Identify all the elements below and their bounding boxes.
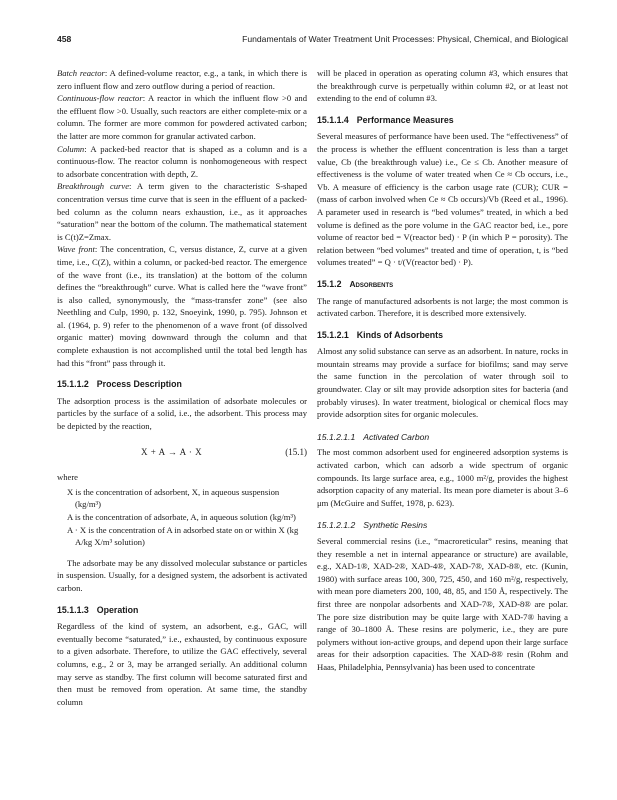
section-title: Operation xyxy=(96,604,139,615)
definition-term: Breakthrough curve xyxy=(57,181,130,192)
definition-term: Column xyxy=(57,143,85,154)
operation-paragraph: Regardless of the kind of system, an adsorbent, e.g., GAC, will eventually become “saturated,” i.e., exhausted, by continuous exposure to a given adsorbate. Therefore, to utilize the GAC effectively, several columns, e.g., 2 or 3, may be arranged serially. An additional column may serve as standby. The first column will become saturated first and then must be removed from operation. At same time, the standby column xyxy=(57,621,307,707)
variable-definition: X is the concentration of adsorbent, X, in aqueous suspension (kg/m³) xyxy=(67,486,280,510)
section-number: 15.1.2.1 xyxy=(317,329,349,340)
section-heading-process-description xyxy=(57,378,307,391)
section-title: Process Description xyxy=(96,379,182,390)
where-label: where xyxy=(57,472,78,483)
section-title: Synthetic Resins xyxy=(363,520,428,531)
adsorbents-paragraph: The range of manufactured adsorbents is not large; the most common is activated carbon. Therefore, it is described more extensively. xyxy=(317,295,568,319)
definition-column xyxy=(57,143,307,181)
section-number: 15.1.1.3 xyxy=(57,604,89,615)
running-header xyxy=(57,32,568,48)
section-heading-kinds-of-adsorbents xyxy=(317,329,568,342)
definition-text: : The concentration, C, versus distance, Z, curve at a given time, i.e., C(Z), within a column, or packed-bed reactor. The emergence of the wave front (i.e., its translation) at the bottom of the column defines the “breakthrough” curve. What is called here the “wave front” is also called, synonymously, the “mass-transfer zone” (see also Neethling and Culp, 1990, p. 132, Snoeyink, 1990, p. 795). Johnson et al. (1964, p. 9) refer to the phenomenon of a wave front (of dissolved organic matter) moving downward through the column and that complete exhaustion is not accomplished until the total bed length has had this “front” pass through it. xyxy=(57,244,308,368)
page-number: 458 xyxy=(57,34,72,44)
definition-text: : A packed-bed reactor that is shaped as a column and is a continuous-flow. The reactor column is nonhomogeneous with respect to adsorbate concentration with depth, Z. xyxy=(57,143,307,179)
definition-breakthrough-curve xyxy=(57,180,307,243)
section-title: Adsorbents xyxy=(349,278,394,289)
section-title: Performance Measures xyxy=(356,114,454,125)
definition-text: : A defined-volume reactor, e.g., a tank, in which there is zero influent flow and zero outflow during a period of reaction. xyxy=(57,68,307,91)
definition-text: : A reactor in which the influent flow >0 and the effluent flow >0. Usually, such reactors are either complete-mix or a column. The former are more common for powdered activated carbon; the latter are more common for granular activated carbon. xyxy=(57,93,307,141)
equation-15-1 xyxy=(57,446,307,459)
equation-expression: X + A → A · X xyxy=(141,446,203,457)
definition-term: Continuous-flow reactor xyxy=(57,93,143,104)
section-number: 15.1.1.4 xyxy=(317,114,349,125)
section-heading-performance-measures xyxy=(317,114,568,127)
definition-text: : A term given to the characteristic S-shaped concentration versus time curve that is seen in the effluent of a packed-bed column as the column nears exhaustion, i.e., as it approaches “saturation” near the bottom of the column. The mathematical statement is C(t)Z=Zmax. xyxy=(57,181,307,242)
kinds-paragraph: Almost any solid substance can serve as an adsorbent. In nature, rocks in mountain streams may provide a surface for biofilms; sand may serve the same function in the percolation of water through soil to groundwater. Clay or silt may provide adsorption sites for bacteria (and probably viruses). In water treatment, biological or chemical flocs may provide adsorption sites for organic molecules. xyxy=(317,346,568,420)
section-number: 15.1.1.2 xyxy=(57,379,89,390)
variable-definitions xyxy=(67,486,307,549)
continued-paragraph: will be placed in operation as operating column #3, which ensures that the breakthrough curve is perpetually within column #2, or at least not extending to the end of column #3. xyxy=(317,68,568,104)
adsorbate-paragraph: The adsorbate may be any dissolved molecular substance or particles in suspension. Usually, for a designed system, the adsorbent is activated carbon. xyxy=(57,557,307,593)
synthetic-resins-paragraph: Several commercial resins (i.e., “macroreticular” resins, meaning that they resemble a net in internal appearance or structure) are available, e.g., XAD-1®, XAD-2®, XAD-4®, XAD-7®, XAD-8®, etc. (Kunin, 1980) with surface areas 100, 300, 725, 450, and 160 m²/g, respectively, with mean pore diameters 200, 100, 48, 85, and 150 Å, respectively. The first three are nonpolar adsorbents and XAD-7®, XAD-8® are polar. The pore size distribution may be quite large with XAD-7® having a range of 30–1800 Å. These resins are polymeric, i.e., they are pure polymers without ion-active groups, and depend upon their large surface areas for their adsorption capacities. The XAD-8® resin (Rohm and Haas, Philadelphia, Pennsylvania) has been used to concentrate xyxy=(317,536,568,672)
left-column xyxy=(57,67,307,708)
section-number: 15.1.2.1.2 xyxy=(317,520,356,531)
variable-definition: A is the concentration of adsorbate, A, in aqueous solution (kg/m³) xyxy=(67,512,296,522)
section-number: 15.1.2 xyxy=(317,278,342,289)
definition-wave-front xyxy=(57,243,307,369)
definition-term: Wave front xyxy=(57,244,95,255)
section-number: 15.1.2.1.1 xyxy=(317,431,356,442)
section-title: Activated Carbon xyxy=(363,431,430,442)
section-heading-synthetic-resins xyxy=(317,519,568,532)
equation-label: (15.1) xyxy=(285,446,307,457)
running-title: Fundamentals of Water Treatment Unit Processes: Physical, Chemical, and Biological xyxy=(242,34,568,44)
section-title: Kinds of Adsorbents xyxy=(356,329,443,340)
section-heading-activated-carbon xyxy=(317,431,568,444)
definition-continuous-flow-reactor xyxy=(57,92,307,142)
section-heading-operation xyxy=(57,604,307,617)
process-paragraph: The adsorption process is the assimilation of adsorbate molecules or particles by the surface of a solid, i.e., the adsorbent. This process may be depicted by the reaction, xyxy=(57,395,307,432)
activated-carbon-paragraph: The most common adsorbent used for engineered adsorption systems is activated carbon, which can adsorb a wide spectrum of organic compounds. Its large surface area, e.g., 1000 m²/g, provides the highest adsorption capacity of any material. Its mean pore diameter is about 3–6 μm (McGuire and Suffet, 1978, p. 623). xyxy=(317,447,568,508)
definition-term: Batch reactor xyxy=(57,68,105,78)
section-heading-adsorbents xyxy=(317,278,568,291)
variable-definition: A · X is the concentration of A in adsorbed state on or within X (kg A/kg X/m³ solution) xyxy=(67,524,299,548)
right-column xyxy=(317,67,568,674)
definition-batch-reactor xyxy=(57,67,307,92)
performance-paragraph: Several measures of performance have been used. The “effectiveness” of the process is whether the effluent concentration is less than a target value, Cb (the breakthrough value) i.e., Ce ≤ Cb. Another measure of effectiveness is the volume of water treated when Ce ≈ Cb occurs, i.e., Vb. A measure of efficiency is the carbon usage rate (CUR); CUR = (mass of carbon involved when Ce ≈ Cb occurs)/Vb (Reed et al., 1996). A parameter used in research is “bed volumes” treated, in which a bed volume is defined as the pore volume in the GAC reactor bed, i.e., pore volume of reactor bed = V(reactor bed) · P (in which P = porosity). The relation between “bed volumes” treated and time of operation, t, is “bed volumes treated” = Q · t/(V(reactor bed) · P). xyxy=(317,131,568,268)
